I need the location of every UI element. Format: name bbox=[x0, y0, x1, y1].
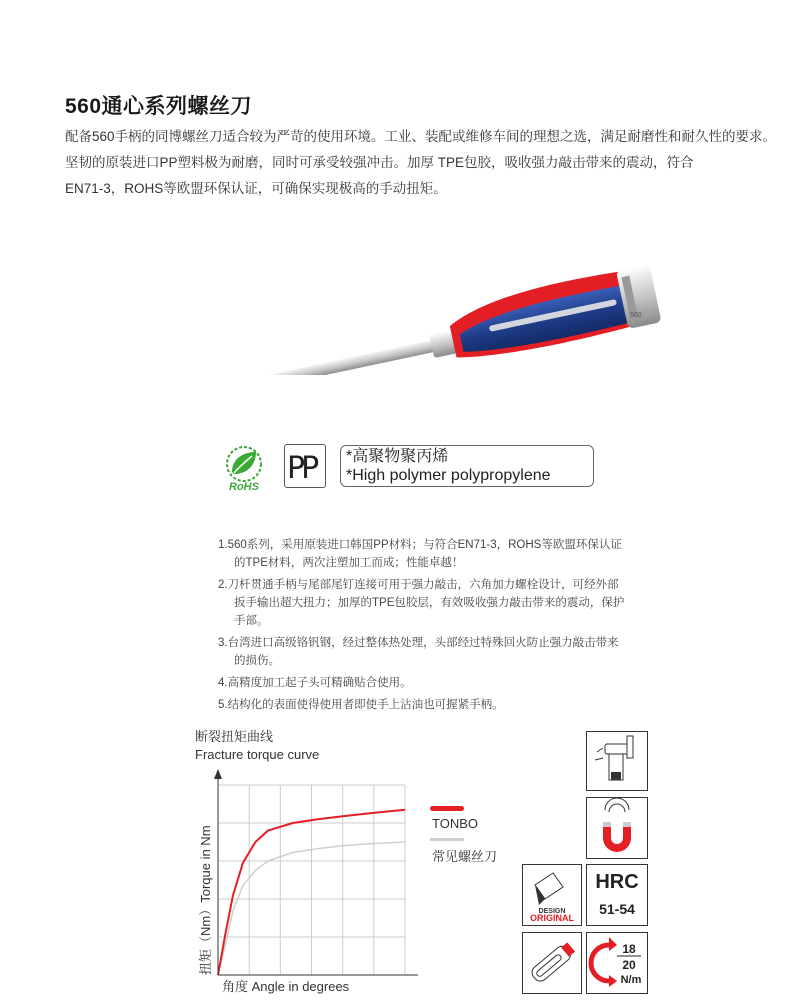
pp-icon bbox=[284, 444, 326, 488]
intro-text bbox=[65, 124, 777, 202]
magnet-icon bbox=[586, 797, 648, 859]
hrc-label: HRC bbox=[595, 871, 639, 893]
list-item: 5.结构化的表面使得使用者即使手上沾油也可握紧手柄。 bbox=[218, 699, 504, 711]
pp-label: PP bbox=[287, 451, 316, 486]
screwdriver-image bbox=[125, 255, 685, 375]
handle-mark: 560 bbox=[630, 312, 642, 319]
hrc-range: 51-54 bbox=[599, 901, 635, 917]
legend-swatch-common bbox=[430, 838, 464, 841]
chart-title-en: Fracture torque curve bbox=[195, 747, 320, 762]
handle-grip-icon bbox=[522, 932, 582, 994]
torque-chart bbox=[180, 765, 520, 1000]
intro-line: EN71-3，ROHS等欧盟环保认证，可确保实现极高的手动扭矩。 bbox=[65, 181, 447, 196]
legend-label-tonbo: TONBO bbox=[432, 816, 478, 831]
chart-title bbox=[195, 728, 319, 764]
hammer-strike-icon bbox=[586, 731, 648, 791]
material-cn: *高聚物聚丙烯 bbox=[346, 448, 449, 465]
torque-top: 18 bbox=[622, 942, 636, 956]
torque-unit: N/m bbox=[620, 974, 642, 986]
design-label: DESIGN bbox=[538, 908, 566, 915]
torque-badge bbox=[586, 932, 648, 994]
rohs-label: RoHS bbox=[229, 481, 259, 492]
list-item: 1.560系列，采用原装进口韩国PP材料；与符合EN71-3，ROHS等欧盟环保认证的TPE材料，两次注塑加工而成；性能卓越！ bbox=[218, 539, 622, 569]
y-axis-arrow bbox=[214, 769, 222, 779]
list-item: 4.高精度加工起子头可精确贴合使用。 bbox=[218, 677, 412, 689]
material-box bbox=[340, 445, 594, 487]
original-label: ORIGINAL bbox=[530, 913, 574, 923]
x-axis-label: 角度 Angle in degrees bbox=[222, 979, 350, 994]
list-item: 2.刀杆贯通手柄与尾部尾钉连接可用于强力敲击，六角加力螺栓设计，可经外部扳手输出超大扭力；加厚的TPE包胶层，有效吸收强力敲击带来的震动，保护手部。 bbox=[218, 579, 625, 627]
chart-title-cn: 断裂扭矩曲线 bbox=[195, 729, 274, 744]
rohs-icon bbox=[218, 444, 270, 492]
intro-line: 坚韧的原装进口PP塑料极为耐磨，同时可承受较强冲击。加厚 TPE包胶，吸收强力敲击带来的震动，符合 bbox=[65, 155, 694, 170]
page-title: 560通心系列螺丝刀 bbox=[65, 95, 253, 118]
feature-list bbox=[218, 536, 628, 718]
legend-swatch-tonbo bbox=[430, 806, 464, 811]
hrc-badge bbox=[586, 864, 648, 926]
material-en: *High polymer polypropylene bbox=[346, 467, 551, 484]
legend-label-common: 常见螺丝刀 bbox=[432, 849, 498, 864]
list-item: 3.台湾进口高级铬钒钢，经过整体热处理，头部经过特殊回火防止强力敲击带来的损伤。 bbox=[218, 637, 619, 667]
y-axis-label: 扭矩（Nm）Torque in Nm bbox=[198, 825, 213, 975]
torque-bottom: 20 bbox=[622, 958, 636, 972]
intro-line: 配备560手柄的同博螺丝刀适合较为严苛的使用环境。工业、装配或维修车间的理想之选，满足耐磨性和耐久性的要求。 bbox=[65, 129, 777, 144]
design-original-icon bbox=[522, 864, 582, 926]
